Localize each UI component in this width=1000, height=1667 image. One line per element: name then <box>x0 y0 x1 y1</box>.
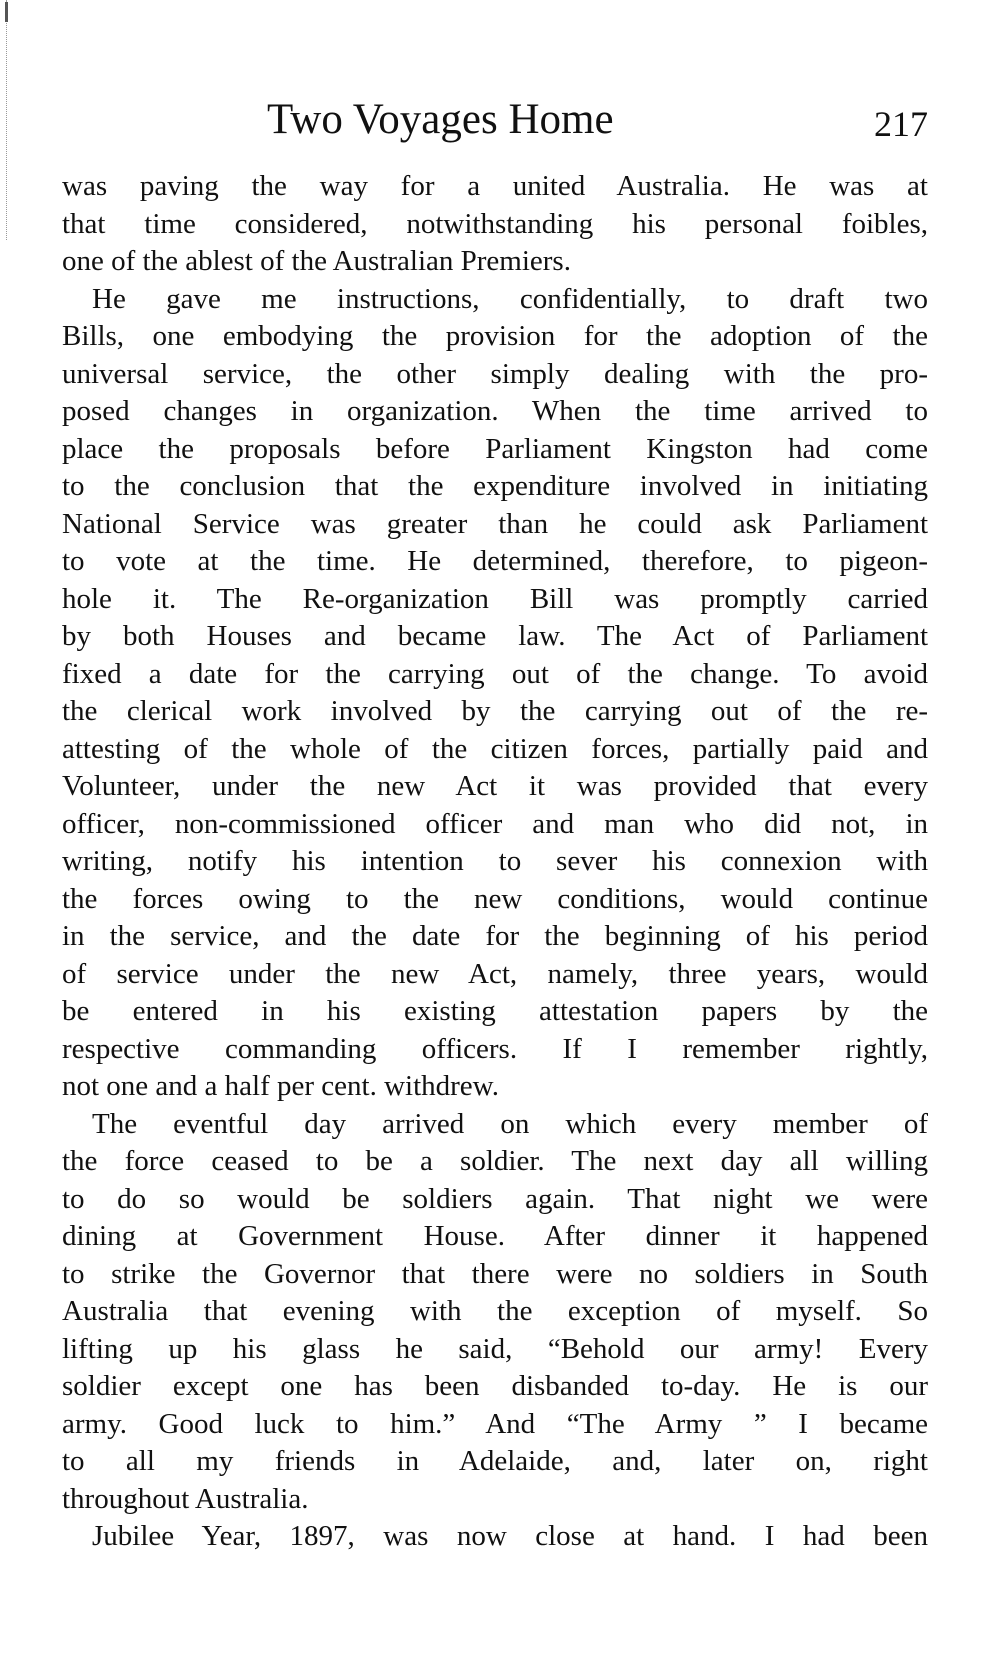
text-line: respective commanding officers. If I remember rightly, <box>62 1032 928 1065</box>
scan-margin-marks <box>6 0 11 240</box>
text-line: Volunteer, under the new Act it was provided that every <box>62 770 928 802</box>
text-line: one of the ablest of the Australian Premiers. <box>62 245 571 277</box>
text-line: the force ceased to be a soldier. The next day all willing <box>62 1145 928 1177</box>
page-number: 217 <box>874 104 928 144</box>
text-line: officer, non-commissioned officer and man who did not, in <box>62 807 928 840</box>
text-line: the forces owing to the new conditions, would continue <box>62 882 928 915</box>
text-line: to the conclusion that the expenditure involved in initiating <box>62 470 928 502</box>
text-line: in the service, and the date for the beginning of his period <box>62 920 928 952</box>
text-line: army. Good luck to him.” And “The Army ” I became <box>62 1407 928 1440</box>
text-line: be entered in his existing attestation papers by the <box>62 995 928 1027</box>
text-line: to do so would be soldiers again. That night we were <box>62 1182 928 1215</box>
text-line: fixed a date for the carrying out of the change. To avoid <box>62 657 928 690</box>
text-line: that time considered, notwithstanding his personal foibles, <box>62 207 928 240</box>
text-line: attesting of the whole of the citizen forces, partially paid and <box>62 732 928 765</box>
text-line: to vote at the time. He determined, therefore, to pigeon- <box>62 545 928 577</box>
text-line: was paving the way for a united Australia. He was at <box>62 170 928 202</box>
text-line: throughout Australia. <box>62 1482 309 1515</box>
text-line: Jubilee Year, 1897, was now close at hand. I had been <box>92 1520 928 1552</box>
text-line: lifting up his glass he said, “Behold our army! Every <box>62 1332 928 1365</box>
text-line: universal service, the other simply dealing with the pro- <box>62 357 928 390</box>
text-line: the clerical work involved by the carrying out of the re- <box>62 695 928 727</box>
text-line: Australia that evening with the exception of myself. So <box>62 1295 928 1327</box>
text-line: dining at Government House. After dinner it happened <box>62 1220 928 1252</box>
text-line: to all my friends in Adelaide, and, later on, right <box>62 1445 928 1477</box>
text-line: place the proposals before Parliament Kingston had come <box>62 432 928 465</box>
text-line: of service under the new Act, namely, three years, would <box>62 957 928 990</box>
page-body-text <box>62 168 928 1556</box>
text-line: He gave me instructions, confidentially, to draft two <box>92 282 928 315</box>
text-line: soldier except one has been disbanded to-day. He is our <box>62 1370 928 1402</box>
text-line: by both Houses and became law. The Act of Parliament <box>62 620 928 652</box>
text-line: to strike the Governor that there were no soldiers in South <box>62 1257 928 1290</box>
text-line: writing, notify his intention to sever his connexion with <box>62 845 928 877</box>
text-line: hole it. The Re-organization Bill was promptly carried <box>62 582 928 615</box>
text-line: not one and a half per cent. withdrew. <box>62 1070 499 1102</box>
text-line: posed changes in organization. When the time arrived to <box>62 395 928 427</box>
text-line: National Service was greater than he could ask Parliament <box>62 507 928 540</box>
running-title: Two Voyages Home <box>267 96 614 143</box>
text-line: The eventful day arrived on which every member of <box>92 1107 928 1140</box>
text-line: Bills, one embodying the provision for the adoption of the <box>62 320 928 352</box>
page-header <box>62 92 928 148</box>
